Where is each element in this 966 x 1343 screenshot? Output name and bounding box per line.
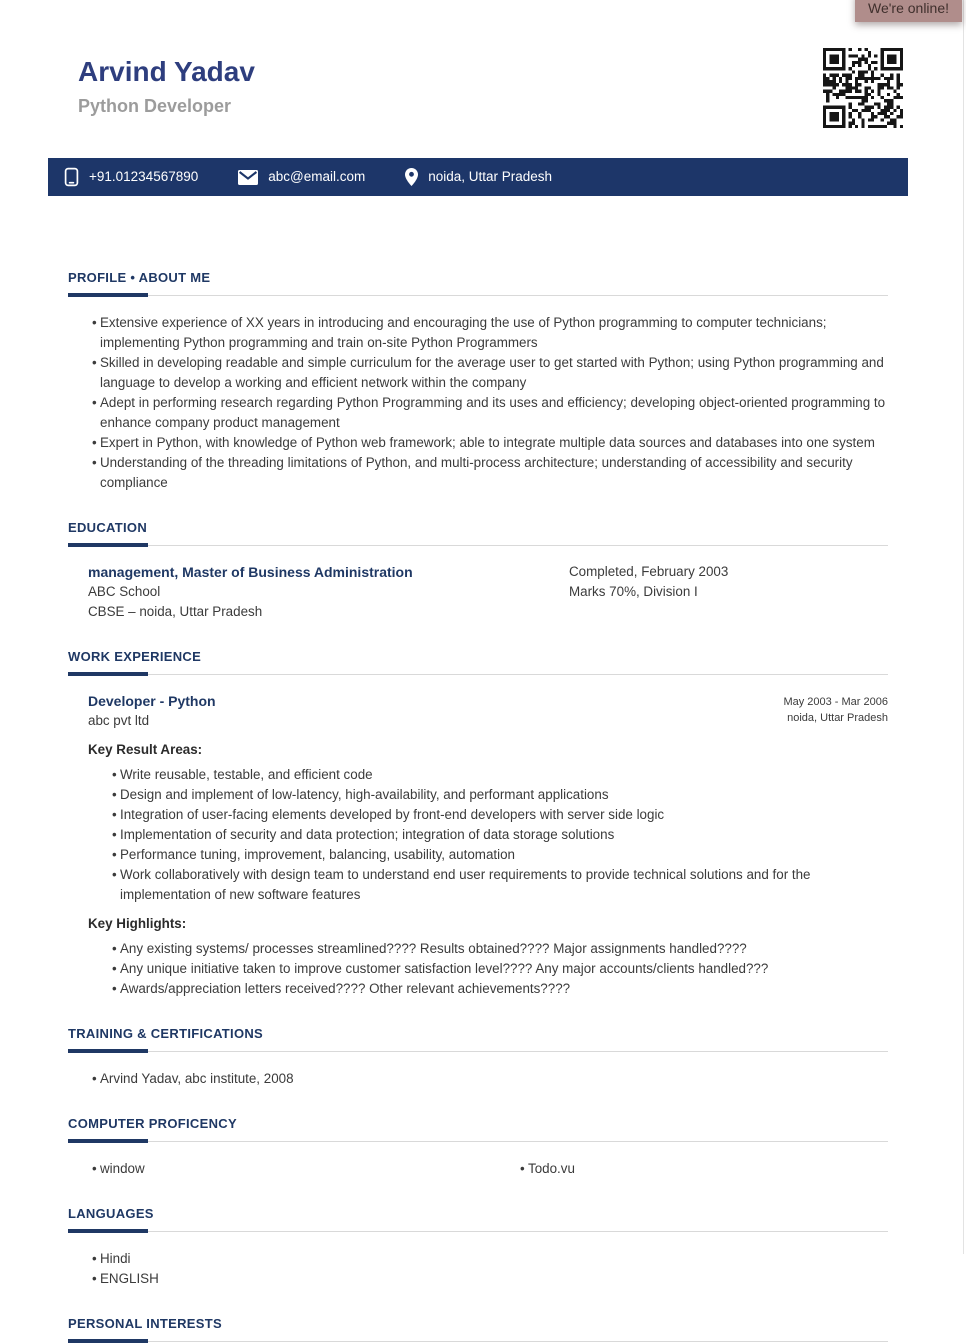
section-divider	[68, 672, 888, 676]
work-role: Developer - Python	[88, 693, 216, 709]
section-profile	[68, 271, 888, 493]
key-result-area: • Work collaboratively with design team to understand end user requirements to provide technical solutions and for the implementation of new software features	[68, 865, 888, 905]
contact-email-text: abc@email.com	[268, 169, 366, 184]
key-highlight: • Any existing systems/ processes streamlined???? Results obtained???? Major assignments handled????	[68, 939, 888, 959]
contact-location	[405, 167, 552, 187]
key-highlights-label: Key Highlights:	[88, 916, 187, 931]
section-divider	[68, 1049, 888, 1053]
key-result-areas-list	[68, 765, 888, 905]
profile-bullet: • Adept in performing research regarding Python Programming and its uses and efficiency; developing object-oriented programming to enhance company product management	[68, 393, 888, 433]
section-divider	[68, 1339, 888, 1343]
contact-phone	[64, 167, 198, 187]
profile-bullet: • Skilled in developing readable and simple curriculum for the average user to get started with Python; using Python programming and language to develop a working and efficient network within the company	[68, 353, 888, 393]
education-completed: Completed, February 2003	[569, 564, 729, 579]
work-location: noida, Uttar Pradesh	[787, 712, 888, 724]
training-list	[68, 1069, 888, 1089]
section-work-experience	[68, 650, 888, 999]
language-item: • Hindi	[68, 1249, 888, 1269]
language-list	[68, 1249, 888, 1289]
key-highlights-list	[68, 939, 888, 999]
computer-skill: • Todo.vu	[496, 1159, 888, 1179]
work-entry-header	[68, 691, 888, 731]
key-highlight: • Any unique initiative taken to improve customer satisfaction level???? Any major accounts/clients handled???	[68, 959, 888, 979]
section-title-languages: LANGUAGES	[68, 1206, 154, 1221]
education-degree: management, Master of Business Administration	[88, 564, 413, 580]
key-result-areas-label: Key Result Areas:	[88, 742, 203, 757]
section-title-profile: PROFILE • ABOUT ME	[68, 270, 211, 285]
education-school: ABC School	[88, 584, 161, 599]
location-pin-icon	[405, 168, 418, 186]
phone-icon	[64, 167, 79, 187]
work-entry-right	[648, 691, 888, 731]
key-result-area: • Write reusable, testable, and efficient code	[68, 765, 888, 785]
section-divider	[68, 293, 888, 297]
contact-location-text: noida, Uttar Pradesh	[428, 169, 553, 184]
contact-bar	[48, 158, 908, 196]
section-languages	[68, 1207, 888, 1289]
work-dates: May 2003 - Mar 2006	[783, 696, 888, 708]
resume-header	[0, 0, 966, 117]
key-result-area: • Design and implement of low-latency, high-availability, and performant applications	[68, 785, 888, 805]
education-entry-right	[569, 562, 888, 622]
computer-skill: • window	[68, 1159, 496, 1179]
key-highlight: • Awards/appreciation letters received???? Other relevant achievements????	[68, 979, 888, 999]
section-title-work: WORK EXPERIENCE	[68, 649, 202, 664]
contact-email	[238, 167, 365, 187]
training-item: • Arvind Yadav, abc institute, 2008	[68, 1069, 888, 1089]
qr-code	[823, 48, 903, 128]
section-title-interests: PERSONAL INTERESTS	[68, 1316, 222, 1331]
section-divider	[68, 1229, 888, 1233]
key-result-area: • Integration of user-facing elements developed by front-end developers with server side logic	[68, 805, 888, 825]
computer-skill-list	[68, 1159, 888, 1179]
key-result-area: • Implementation of security and data protection; integration of data storage solutions	[68, 825, 888, 845]
section-divider	[68, 1139, 888, 1143]
section-personal-interests	[68, 1317, 888, 1343]
profile-bullet: • Extensive experience of XX years in introducing and encouraging the use of Python programming to computer technicians; implementing Python programming and train on-site Python Programmers	[68, 313, 888, 353]
section-title-training: TRAINING & CERTIFICATIONS	[68, 1026, 264, 1041]
language-item: • ENGLISH	[68, 1269, 888, 1289]
profile-bullet: • Understanding of the threading limitations of Python, and multi-process architecture; understanding of accessibility and security compliance	[68, 453, 888, 493]
profile-bullet: • Expert in Python, with knowledge of Python web framework; able to integrate multiple data sources and databases into one system	[68, 433, 888, 453]
education-entry	[68, 562, 888, 622]
section-computer-proficiency	[68, 1117, 888, 1179]
resume-body	[68, 271, 888, 1343]
section-training	[68, 1027, 888, 1089]
section-divider	[68, 543, 888, 547]
section-title-education: EDUCATION	[68, 520, 148, 535]
work-entry-left	[88, 691, 648, 731]
section-education	[68, 521, 888, 622]
chat-online-badge[interactable]: We're online!	[855, 0, 962, 22]
work-company: abc pvt ltd	[88, 713, 150, 728]
section-title-computer: COMPUTER PROFICENCY	[68, 1116, 237, 1131]
education-entry-left	[88, 562, 569, 622]
contact-phone-text: +91.01234567890	[89, 169, 199, 184]
education-marks: Marks 70%, Division I	[569, 584, 698, 599]
key-result-area: • Performance tuning, improvement, balancing, usability, automation	[68, 845, 888, 865]
candidate-name: Arvind Yadav	[78, 56, 255, 87]
mail-icon	[238, 170, 258, 185]
profile-bullet-list	[68, 313, 888, 493]
education-board: CBSE – noida, Uttar Pradesh	[88, 604, 263, 619]
candidate-job-title: Python Developer	[78, 96, 232, 116]
